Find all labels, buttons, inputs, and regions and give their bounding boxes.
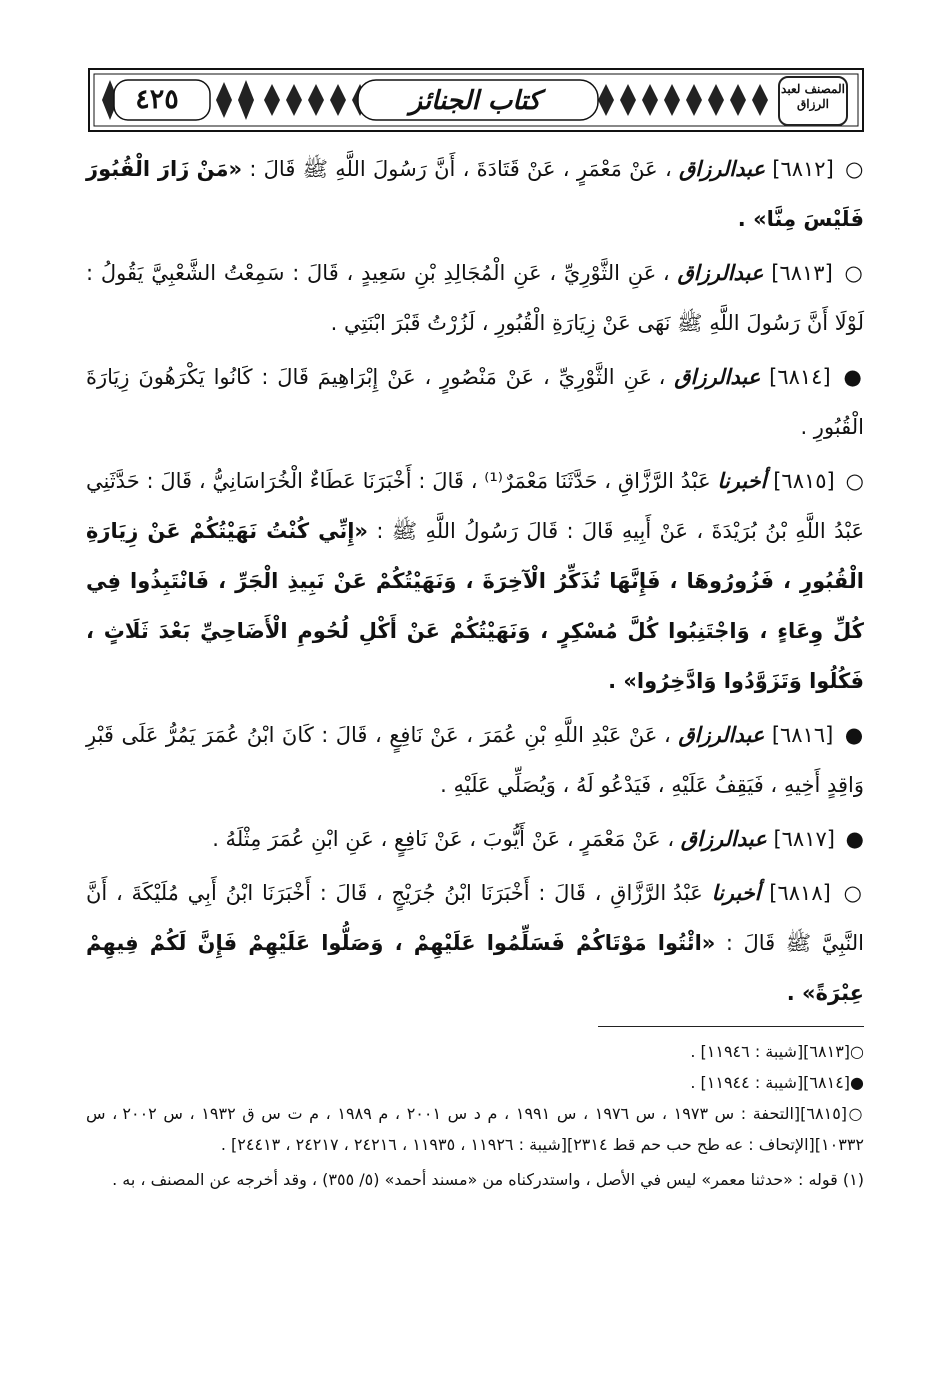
entry-text: ، عَنْ عَبْدِ اللَّهِ بْنِ عُمَرَ ، عَنْ نَافِعٍ ، قَالَ : كَانَ ابْنُ عُمَرَ يَمُرُّ عَلَى قَبْرِ وَاقِدٍ أَخِيهِ ، فَيَقِفُ عَلَيْهِ ، فَيَدْعُو لَهُ ، وَيُصَلِّي عَلَيْهِ . [86,723,864,797]
entry-marker: ● [843,365,864,389]
entry-text: عَبْدُ الرَّزَّاقِ ، قَالَ : أَخْبَرَنَا ابْنُ جُرَيْجٍ ، قَالَ : أَخْبَرَنَا ابْنُ أَبِي مُلَيْكَةَ ، أَنَّ النَّبِيَّ ﷺ قَالَ : [86,881,864,955]
entry-text: ، عَنْ مَعْمَرٍ ، عَنْ قَتَادَةَ ، أَنَّ رَسُولَ اللَّهِ ﷺ قَالَ : [249,157,672,181]
entry-hadith: «مَنْ زَارَ الْقُبُورَ فَلَيْسَ مِنَّا» . [86,157,864,231]
footnote-item: (١) قوله : «حدثنا معمر» ليس في الأصل ، واستدركناه من «مسند أحمد» (٥/ ٣٥٥) ، وقد أخرجه عن المصنف ، به . [112,1170,864,1189]
entry-ref: [٦٨١٣] [771,261,833,285]
entry-hadith: «ائْتُوا مَوْتَاكُمْ فَسَلِّمُوا عَلَيْهِمْ ، وَصَلُّوا عَلَيْهِمْ فَإِنَّ لَكُمْ فِيهِمْ عِبْرَةً» . [86,931,864,1005]
entry-text: ، عَنِ الثَّوْرِيِّ ، عَنِ الْمُجَالِدِ بْنِ سَعِيدٍ ، قَالَ : سَمِعْتُ الشَّعْبِيَّ يَقُولُ : لَوْلَا أَنَّ رَسُولَ اللَّهِ ﷺ نَهَى عَنْ زِيَارَةِ الْقُبُورِ ، لَزُرْتُ قَبْرَ ابْنَتِي . [86,261,864,335]
entry-marker: ○ [845,157,864,181]
entry-ref: [٦٨١٦] [771,723,834,747]
entry-ref: [٦٨١٥] [773,469,835,493]
hadith-body [86,144,864,1022]
hadith-entry [86,710,864,810]
hadith-entry [86,144,864,244]
entry-marker: ○ [843,881,864,905]
entry-marker: ○ [844,261,864,285]
footnote-item: ○[٦٨١٥][التحفة : س ١٩٧٣ ، س ١٩٧٦ ، س ١٩٩١ ، م د س ٢٠٠١ ، م ١٩٨٩ ، م ت س ق ١٩٣٢ ، س ٢٠٠٢ ، س ١٠٣٣٢][الإتحاف : عه طح حب حم قط ٢٣١٤][شيبة : ١١٩٢٦ ، ١١٩٣٥ ، ٢٤٢١٦ ، ٢٤٢١٧ ، ٢٤٤١٣] . [86,1104,865,1154]
footnote-divider [598,1026,864,1027]
entry-narrator: عبدالرزاق [674,365,761,389]
book-title: كتاب الجنائز [409,86,541,116]
footnote-item: ○[٦٨١٣][شيبة : ١١٩٤٦] . [690,1042,864,1061]
entry-marker: ● [845,827,864,851]
entry-text: ، عَنْ مَعْمَرٍ ، عَنْ أَيُّوبَ ، عَنْ نَافِعٍ ، عَنِ ابْنِ عُمَرَ مِثْلَهُ . [212,827,675,851]
entry-hadith: «إِنِّي كُنْتُ نَهَيْتُكُمْ عَنْ زِيَارَةِ الْقُبُورِ ، فَزُورُوهَا ، فَإِنَّهَا تُذَكِّرُ الْآخِرَةَ ، وَنَهَيْتُكُمْ عَنْ نَبِيذِ الْجَرِّ ، فَانْتَبِذُوا فِي كُلِّ وِعَاءٍ ، وَاجْتَنِبُوا كُلَّ مُسْكِرٍ ، وَنَهَيْتُكُمْ عَنْ أَكْلِ لُحُومِ الْأَضَاحِيِّ بَعْدَ ثَلَاثٍ ، فَكُلُوا وَتَزَوَّدُوا وَادَّخِرُوا» . [86,519,864,693]
entry-marker: ● [844,723,864,747]
hadith-entry [86,814,864,864]
entry-narrator: عبدالرزاق [678,723,765,747]
page-number: ٤٢٥ [135,84,179,115]
hadith-entry [86,456,864,706]
entry-text: عَبْدُ الرَّزَّاقِ ، حَدَّثَنَا مَعْمَرٌ⁽¹⁾ ، قَالَ : أَخْبَرَنَا عَطَاءٌ الْخُرَاسَانِيُّ ، قَالَ : حَدَّثَنِي عَبْدُ اللَّهِ بْنُ بُرَيْدَةَ ، عَنْ أَبِيهِ قَالَ : قَالَ رَسُولُ اللَّهِ ﷺ : [86,469,864,543]
hadith-entry [86,248,864,348]
hadith-entry [86,868,864,1018]
entry-narrator: أخبرنا [711,881,761,905]
entry-marker: ○ [845,469,865,493]
entry-narrator: عبدالرزاق [680,827,767,851]
entry-narrator: عبدالرزاق [679,157,765,181]
footnotes [86,1036,864,1195]
footnote-item: ●[٦٨١٤][شيبة : ١١٩٤٤] . [690,1073,864,1092]
entry-ref: [٦٨١٤] [769,365,831,389]
entry-text: ، عَنِ الثَّوْرِيِّ ، عَنْ مَنْصُورٍ ، عَنْ إِبْرَاهِيمَ قَالَ : كَانُوا يَكْرَهُونَ زِيَارَةَ الْقُبُورِ . [86,365,864,439]
entry-narrator: عبدالرزاق [677,261,764,285]
entry-ref: [٦٨١٨] [769,881,831,905]
entry-ref: [٦٨١٧] [773,827,835,851]
entry-ref: [٦٨١٢] [772,157,834,181]
hadith-entry [86,352,864,452]
entry-narrator: أخبرنا [717,469,767,493]
publisher-logo: المصنف لعبد الرزاق [778,76,848,126]
